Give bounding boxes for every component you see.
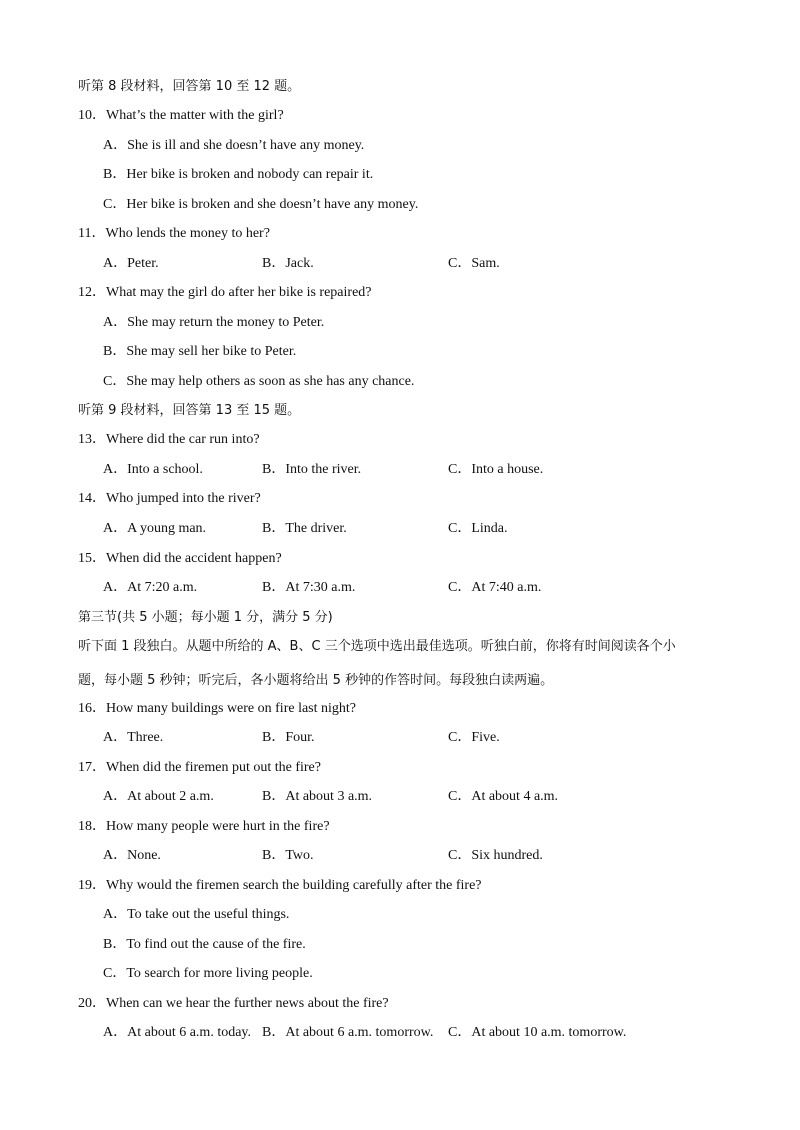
question-14-stem: 14．Who jumped into the river? — [78, 491, 261, 506]
question-10-option-c: C．Her bike is broken and she doesn’t have any money. — [103, 197, 419, 212]
question-17-option-c: C．At about 4 a.m. — [448, 789, 559, 804]
part-3-instructions-line-2: 题，每小题 5 秒钟；听完后，各小题将给出 5 秒钟的作答时间。每段独白读两遍。 — [78, 673, 554, 688]
question-16-option-c: C．Five. — [448, 730, 500, 745]
question-20-stem: 20．When can we hear the further news about the fire? — [78, 996, 389, 1011]
question-11-stem: 11．Who lends the money to her? — [78, 226, 270, 241]
question-17-option-b: B．At about 3 a.m. — [262, 789, 373, 804]
question-11-option-c: C．Sam. — [448, 256, 500, 271]
question-15-option-c: C．At 7:40 a.m. — [448, 580, 542, 595]
question-12-stem: 12．What may the girl do after her bike is repaired? — [78, 285, 372, 300]
question-15-option-a: A．At 7:20 a.m. — [103, 580, 198, 595]
question-19-option-c: C．To search for more living people. — [103, 966, 313, 981]
question-12-option-c: C．She may help others as soon as she has any chance. — [103, 374, 415, 389]
question-11-option-b: B．Jack. — [262, 256, 314, 271]
question-19-option-a: A．To take out the useful things. — [103, 907, 290, 922]
question-12-option-a: A．She may return the money to Peter. — [103, 315, 325, 330]
question-17-option-a: A．At about 2 a.m. — [103, 789, 214, 804]
question-15-stem: 15．When did the accident happen? — [78, 551, 282, 566]
question-10-stem: 10．What’s the matter with the girl? — [78, 108, 284, 123]
question-20-option-b: B．At about 6 a.m. tomorrow. — [262, 1025, 434, 1040]
question-12-option-b: B．She may sell her bike to Peter. — [103, 344, 297, 359]
question-16-option-a: A．Three. — [103, 730, 164, 745]
section-8-header: 听第 8 段材料，回答第 10 至 12 题。 — [78, 79, 301, 94]
question-19-stem: 19．Why would the firemen search the building carefully after the fire? — [78, 878, 482, 893]
question-11-option-a: A．Peter. — [103, 256, 159, 271]
question-18-option-b: B．Two. — [262, 848, 314, 863]
question-19-option-b: B．To find out the cause of the fire. — [103, 937, 306, 952]
question-14-option-b: B．The driver. — [262, 521, 347, 536]
question-13-option-a: A．Into a school. — [103, 462, 203, 477]
question-14-option-a: A．A young man. — [103, 521, 207, 536]
question-15-option-b: B．At 7:30 a.m. — [262, 580, 356, 595]
part-3-header: 第三节(共 5 小题；每小题 1 分，满分 5 分) — [78, 610, 333, 625]
question-20-option-c: C．At about 10 a.m. tomorrow. — [448, 1025, 627, 1040]
part-3-instructions-line-1: 听下面 1 段独白。从题中所给的 A、B、C 三个选项中选出最佳选项。听独白前，你将有时间阅读各个小 — [78, 639, 676, 654]
section-9-header: 听第 9 段材料，回答第 13 至 15 题。 — [78, 403, 301, 418]
question-13-stem: 13．Where did the car run into? — [78, 432, 260, 447]
question-10-option-b: B．Her bike is broken and nobody can repair it. — [103, 167, 374, 182]
question-16-option-b: B．Four. — [262, 730, 315, 745]
question-16-stem: 16．How many buildings were on fire last night? — [78, 701, 357, 716]
question-10-option-a: A．She is ill and she doesn’t have any money. — [103, 138, 365, 153]
question-13-option-c: C．Into a house. — [448, 462, 544, 477]
question-13-option-b: B．Into the river. — [262, 462, 362, 477]
question-18-stem: 18．How many people were hurt in the fire? — [78, 819, 330, 834]
question-18-option-c: C．Six hundred. — [448, 848, 543, 863]
question-17-stem: 17．When did the firemen put out the fire? — [78, 760, 321, 775]
question-20-option-a: A．At about 6 a.m. today. — [103, 1025, 252, 1040]
question-18-option-a: A．None. — [103, 848, 161, 863]
question-14-option-c: C．Linda. — [448, 521, 508, 536]
